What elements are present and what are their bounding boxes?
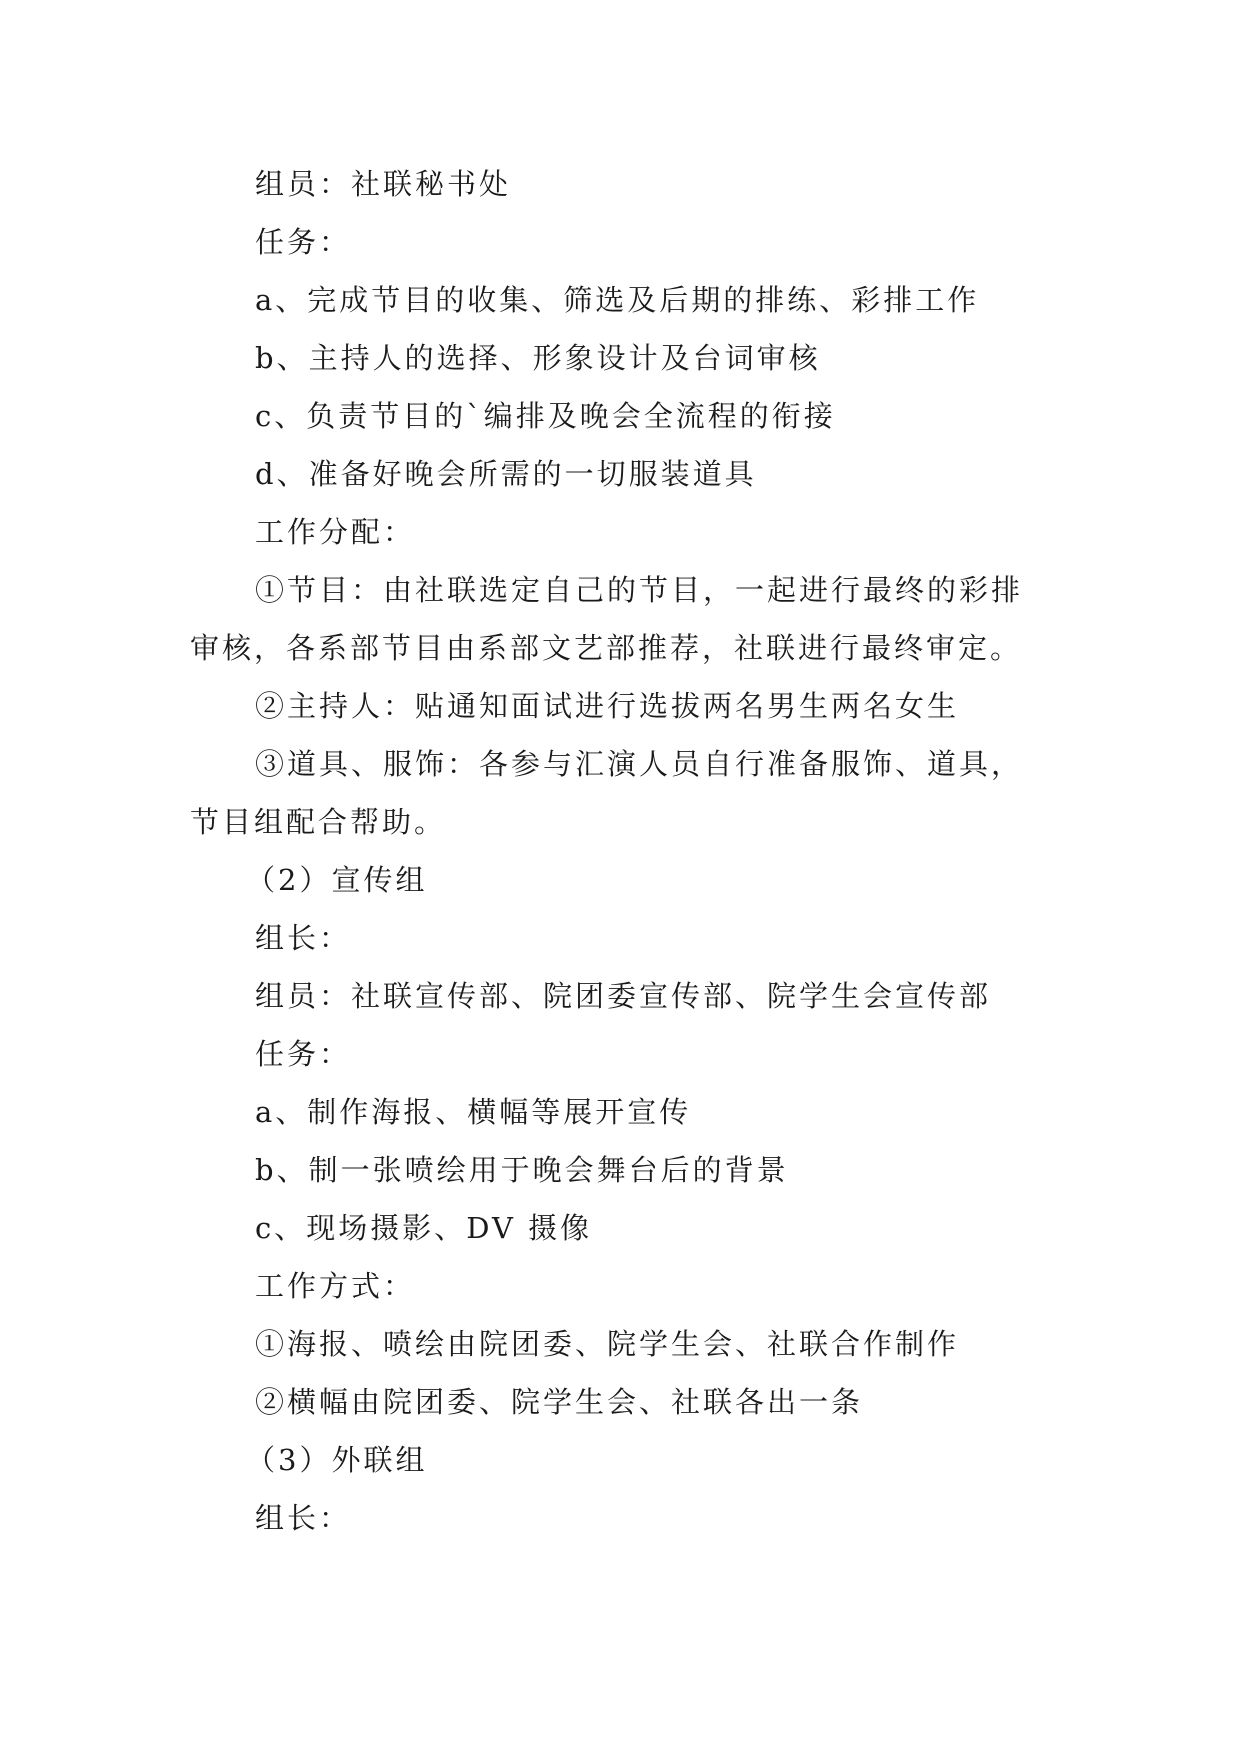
text-line: 组长：: [255, 921, 352, 955]
text-line: 工作分配：: [255, 515, 416, 549]
text-line: 组员：社联秘书处: [255, 167, 512, 201]
text-line: ①节目：由社联选定自己的节目，一起进行最终的彩排: [255, 573, 1024, 607]
text-line: 节目组配合帮助。: [190, 805, 447, 839]
section-heading: （2）宣传组: [246, 863, 428, 897]
text-line: 审核，各系部节目由系部文艺部推荐，社联进行最终审定。: [190, 631, 1023, 665]
text-line: d、准备好晚会所需的一切服装道具: [255, 457, 757, 491]
text-line: ①海报、喷绘由院团委、院学生会、社联合作制作: [255, 1327, 960, 1361]
text-line: c、现场摄影、DV 摄像: [255, 1211, 593, 1245]
text-line: 组长：: [255, 1501, 352, 1535]
text-line: b、主持人的选择、形象设计及台词审核: [255, 341, 821, 375]
text-line: 工作方式：: [255, 1269, 416, 1303]
section-heading: （3）外联组: [246, 1443, 428, 1477]
text-line: 任务：: [255, 1037, 352, 1071]
text-line: 组员：社联宣传部、院团委宣传部、院学生会宣传部: [255, 979, 992, 1013]
text-line: c、负责节目的`编排及晚会全流程的衔接: [255, 399, 836, 433]
text-line: ②横幅由院团委、院学生会、社联各出一条: [255, 1385, 864, 1419]
text-line: a、制作海报、横幅等展开宣传: [255, 1095, 692, 1129]
text-line: ②主持人：贴通知面试进行选拔两名男生两名女生: [255, 689, 960, 723]
text-line: 任务：: [255, 225, 352, 259]
text-line: ③道具、服饰：各参与汇演人员自行准备服饰、道具，: [255, 747, 1024, 781]
text-line: a、完成节目的收集、筛选及后期的排练、彩排工作: [255, 283, 980, 317]
text-line: b、制一张喷绘用于晚会舞台后的背景: [255, 1153, 789, 1187]
